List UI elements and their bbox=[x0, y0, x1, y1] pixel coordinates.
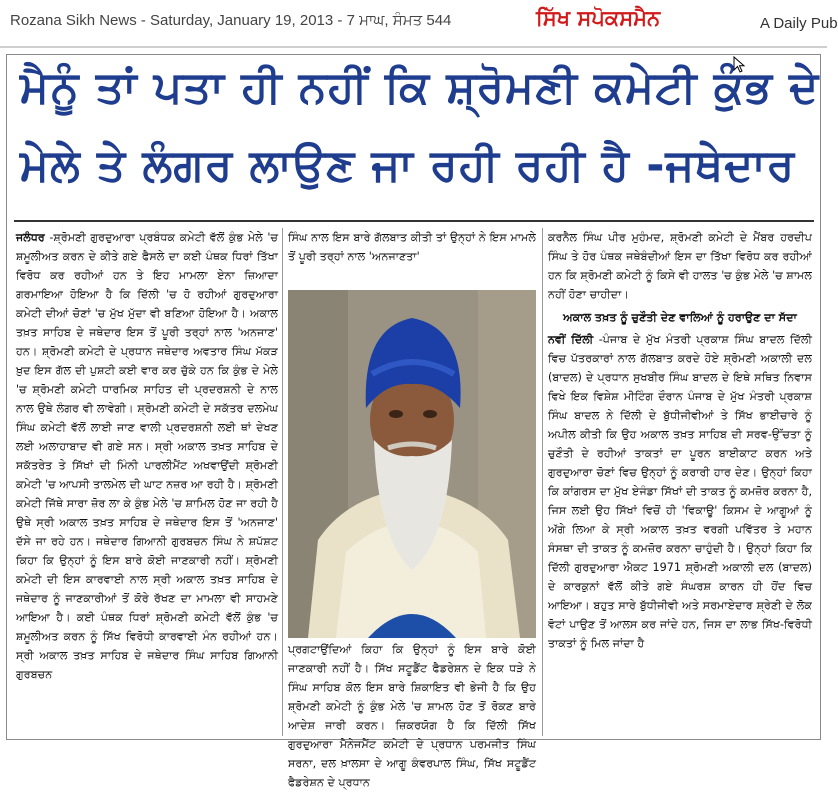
column-1-text: -ਸ਼੍ਰੋਮਣੀ ਗੁਰਦੁਆਰਾ ਪ੍ਰਬੰਧਕ ਕਮੇਟੀ ਵੱਲੋਂ ਕੁੰਭ ਮੇਲੇ 'ਚ ਸ਼ਮੂਲੀਅਤ ਕਰਨ ਦੇ ਕੀਤੇ ਗਏ ਫੈਸਲੇ ਦਾ ਕਈ ਪੰਥਕ ਧਿਰਾਂ ਤਿੱਖਾ ਵਿਰੋਧ ਕਰ ਰਹੀਆਂ ਹਨ ਤੇ ਇਹ ਮਾਮਲਾ ਏਨਾ ਜ਼ਿਆਦਾ ਗਰਮਾਇਆ ਹੋਇਆ ਹੈ ਕਿ ਦਿੱਲੀ 'ਚ ਹੋ ਰਹੀਆਂ ਗੁਰਦੁਆਰਾ ਕਮੇਟੀ ਦੀਆਂ ਚੋਣਾਂ 'ਚ ਮੁੱਖ ਮੁੱਦਾ ਵੀ ਬਣਿਆ ਹੋਇਆ ਹੈ। ਅਕਾਲ ਤਖ਼ਤ ਸਾਹਿਬ ਦੇ ਜਥੇਦਾਰ ਇਸ ਤੋਂ ਪੂਰੀ ਤਰ੍ਹਾਂ ਨਾਲ 'ਅਨਜਾਣ' ਹਨ। ਸ਼੍ਰੋਮਣੀ ਕਮੇਟੀ ਦੇ ਪ੍ਰਧਾਨ ਜਥੇਦਾਰ ਅਵਤਾਰ ਸਿੰਘ ਮੱਕੜ ਖ਼ੁਦ ਇਸ ਗੱਲ ਦੀ ਪੁਸ਼ਟੀ ਕਈ ਵਾਰ ਕਰ ਚੁੱਕੇ ਹਨ ਕਿ ਕੁੰਭ ਦੇ ਮੇਲੇ 'ਚ ਸ਼੍ਰੋਮਣੀ ਕਮੇਟੀ ਧਾਰਮਿਕ ਸਾਹਿਤ ਦੀ ਪ੍ਰਦਰਸ਼ਨੀ ਦੇ ਨਾਲ ਨਾਲ ਉਥੇ ਲੰਗਰ ਵੀ ਲਾਵੇਗੀ। ਸ਼੍ਰੋਮਣੀ ਕਮੇਟੀ ਦੇ ਸਕੱਤਰ ਦਲਮੇਘ ਸਿੰਘ ਕਮੇਟੀ ਵੱਲੋਂ ਲਾਈ ਜਾਣ ਵਾਲੀ ਪ੍ਰਦਰਸ਼ਨੀ ਲਈ ਥਾਂ ਦੇਖਣ ਲਈ ਅਲਾਹਾਬਾਦ ਵੀ ਗਏ ਸਨ। ਸ੍ਰੀ ਅਕਾਲ ਤਖ਼ਤ ਸਾਹਿਬ ਦੇ ਸਕੱਤਰੇਤ ਤੇ ਸਿੱਖਾਂ ਦੀ ਮਿੰਨੀ ਪਾਰਲੀਮੈਂਟ ਅਖਵਾਉਂਦੀ ਸ਼੍ਰੋਮਣੀ ਕਮੇਟੀ 'ਚ ਆਪਸੀ ਤਾਲਮੇਲ ਦੀ ਘਾਟ ਨਜ਼ਰ ਆ ਰਹੀ ਹੈ। ਸ਼੍ਰੋਮਣੀ ਕਮੇਟੀ ਜਿੱਥੇ ਸਾਰਾ ਜ਼ੋਰ ਲਾ ਕੇ ਕੁੰਭ ਮੇਲੇ 'ਚ ਸ਼ਾਮਿਲ ਹੋਣ ਜਾ ਰਹੀ ਹੈ ਉਥੇ ਸ੍ਰੀ ਅਕਾਲ ਤਖ਼ਤ ਸਾਹਿਬ ਦੇ ਜਥੇਦਾਰ ਇਸ ਤੋਂ 'ਅਨਜਾਣ' ਦੱਸੇ ਜਾ ਰਹੇ ਹਨ। ਜਥੇਦਾਰ ਗਿਆਨੀ ਗੁਰਬਚਨ ਸਿੰਘ ਨੇ ਸ਼ਪੱਸ਼ਟ ਕਿਹਾ ਕਿ ਉਨ੍ਹਾਂ ਨੂੰ ਇਸ ਬਾਰੇ ਕੋਈ ਜਾਣਕਾਰੀ ਨਹੀਂ। ਸ਼੍ਰੋਮਣੀ ਕਮੇਟੀ ਦੀ ਇਸ ਕਾਰਵਾਈ ਨਾਲ ਸ੍ਰੀ ਅਕਾਲ ਤਖ਼ਤ ਸਾਹਿਬ ਦੇ ਜਥੇਦਾਰ ਨੂੰ ਜਾਣਕਾਰੀਆਂ ਤੋਂ ਕੋਰੇ ਰੱਖਣ ਦਾ ਮਾਮਲਾ ਵੀ ਸਾਹਮਣੇ ਆਇਆ ਹੈ। ਕਈ ਪੰਥਕ ਧਿਰਾਂ ਸ਼੍ਰੋਮਣੀ ਕਮੇਟੀ ਵੱਲੋਂ ਕੁੰਭ 'ਚ ਸ਼ਮੂਲੀਅਤ ਕਰਨ ਨੂੰ ਸਿੱਖ ਵਿਰੋਧੀ ਕਾਰਵਾਈ ਮੰਨ ਰਹੀਆਂ ਹਨ। ਸ੍ਰੀ ਅਕਾਲ ਤਖ਼ਤ ਸਾਹਿਬ ਦੇ ਜਥੇਦਾਰ ਸਿੰਘ ਸਾਹਿਬ ਗਿਆਨੀ ਗੁਰਬਚਨ bbox=[16, 231, 278, 681]
article-column-2-top: ਸਿੰਘ ਨਾਲ ਇਸ ਬਾਰੇ ਗੱਲਬਾਤ ਕੀਤੀ ਤਾਂ ਉਨ੍ਹਾਂ ਨੇ ਇਸ ਮਾਮਲੇ ਤੋਂ ਪੂਰੀ ਤਰ੍ਹਾਂ ਨਾਲ 'ਅਨਜਾਣਤਾ' bbox=[288, 231, 536, 263]
column-3-top-text: ਕਰਨੈਲ ਸਿੰਘ ਪੀਰ ਮੁਹੰਮਦ, ਸ਼੍ਰੋਮਣੀ ਕਮੇਟੀ ਦੇ ਮੈਂਬਰ ਹਰਦੀਪ ਸਿੰਘ ਤੇ ਹੋਰ ਪੰਥਕ ਜਥੇਬੰਦੀਆਂ ਇਸ ਦਾ ਤਿੱਖਾ ਵਿਰੋਧ ਕਰ ਰਹੀਆਂ ਹਨ ਕਿ ਸ਼੍ਰੋਮਣੀ ਕਮੇਟੀ ਨੂੰ ਕਿਸੇ ਵੀ ਹਾਲਤ 'ਚ ਕੁੰਭ ਮੇਲੇ 'ਚ ਸ਼ਾਮਲ ਨਹੀਂ ਹੋਣਾ ਚਾਹੀਦਾ। bbox=[548, 231, 812, 301]
column-divider bbox=[542, 228, 543, 736]
masthead-date-line: Rozana Sikh News - Saturday, January 19, 2013 - 7 ਮਾਘ, ਸੰਮਤ 544 bbox=[10, 12, 452, 29]
article-column-3 bbox=[548, 228, 812, 736]
dateline: ਜਲੰਧਰ bbox=[16, 231, 45, 244]
column-3-subheading: ਅਕਾਲ ਤਖ਼ਤ ਨੂੰ ਚੁਣੌਤੀ ਦੇਣ ਵਾਲਿਆਂ ਨੂੰ ਹਰਾਉਣ ਦਾ ਸੱਦਾ bbox=[563, 311, 797, 324]
headline-line-2: ਮੇਲੇ ਤੇ ਲੰਗਰ ਲਾਉਣ ਜਾ ਰਹੀ ਰਹੀ ਹੈ -ਜਥੇਦਾਰ bbox=[20, 140, 796, 191]
headline-line-1: ਮੈਨੂੰ ਤਾਂ ਪਤਾ ਹੀ ਨਹੀਂ ਕਿ ਸ਼੍ਰੋਮਣੀ ਕਮੇਟੀ ਕੁੰਭ ਦੇ bbox=[20, 62, 820, 113]
masthead-bar bbox=[0, 0, 838, 48]
newspaper-name: ਸਿੱਖ ਸਪੋਕਸਮੈਨ bbox=[536, 6, 661, 30]
column-3-body bbox=[548, 330, 812, 653]
headline-rule bbox=[14, 220, 814, 222]
article-photo bbox=[288, 290, 536, 638]
column-3-dateline: ਨਵੀਂ ਦਿੱਲੀ bbox=[548, 333, 594, 346]
column-3-body-text: -ਪੰਜਾਬ ਦੇ ਮੁੱਖ ਮੰਤਰੀ ਪ੍ਰਕਾਸ਼ ਸਿੰਘ ਬਾਦਲ ਦਿੱਲੀ ਵਿਚ ਪੱਤਰਕਾਰਾਂ ਨਾਲ ਗੱਲਬਾਤ ਕਰਦੇ ਹੋਏ ਸ਼੍ਰੋਮਣੀ ਅਕਾਲੀ ਦਲ (ਬਾਦਲ) ਦੇ ਪ੍ਰਧਾਨ ਸੁਖਬੀਰ ਸਿੰਘ ਬਾਦਲ ਦੇ ਇਥੇ ਸਥਿਤ ਨਿਵਾਸ ਵਿਖੇ ਇਕ ਵਿਸ਼ੇਸ਼ ਮੀਟਿੰਗ ਦੌਰਾਨ ਪੰਜਾਬ ਦੇ ਮੁੱਖ ਮੰਤਰੀ ਪ੍ਰਕਾਸ਼ ਸਿੰਘ ਬਾਦਲ ਨੇ ਦਿੱਲੀ ਦੇ ਬੁੱਧੀਜੀਵੀਆਂ ਤੇ ਸਿੱਖ ਭਾਈਚਾਰੇ ਨੂੰ ਅਪੀਲ ਕੀਤੀ ਕਿ ਉਹ ਅਕਾਲ ਤਖ਼ਤ ਸਾਹਿਬ ਦੀ ਸਰਵ-ਉੱਚਤਾ ਨੂੰ ਚੁਣੌਤੀ ਦੇ ਰਹੀਆਂ ਤਾਕਤਾਂ ਦਾ ਪੂਰਨ ਬਾਈਕਾਟ ਕਰਨ ਅਤੇ ਗੁਰਦੁਆਰਾ ਚੋਣਾਂ ਵਿਚ ਉਨ੍ਹਾਂ ਨੂੰ ਕਰਾਰੀ ਹਾਰ ਦੇਣ। ਉਨ੍ਹਾਂ ਕਿਹਾ ਕਿ ਕਾਂਗਰਸ ਦਾ ਮੁੱਖ ਏਜੰਡਾ ਸਿੱਖਾਂ ਦੀ ਤਾਕਤ ਨੂੰ ਕਮਜ਼ੋਰ ਕਰਨਾ ਹੈ, ਜਿਸ ਲਈ ਉਹ ਸਿੱਖਾਂ ਵਿਚੋਂ ਹੀ 'ਵਿਕਾਊ' ਕਿਸਮ ਦੇ ਆਗੂਆਂ ਨੂੰ ਅੱਗੇ ਲਿਆ ਕੇ ਸ੍ਰੀ ਅਕਾਲ ਤਖ਼ਤ ਵਰਗੀ ਪਵਿੱਤਰ ਤੇ ਮਹਾਨ ਸੰਸਥਾ ਦੀ ਤਾਕਤ ਨੂੰ ਕਮਜ਼ੋਰ ਕਰਨਾ ਚਾਹੁੰਦੀ ਹੈ। ਉਨ੍ਹਾਂ ਕਿਹਾ ਕਿ ਦਿੱਲੀ ਗੁਰਦੁਆਰਾ ਐਕਟ 1971 ਸ਼੍ਰੋਮਣੀ ਅਕਾਲੀ ਦਲ (ਬਾਦਲ) ਦੇ ਕਾਰਕੁਨਾਂ ਵੱਲੋਂ ਕੀਤੇ ਗਏ ਸੰਘਰਸ਼ ਕਾਰਨ ਹੀ ਹੋਂਦ ਵਿਚ ਆਇਆ। ਬਹੁਤ ਸਾਰੇ ਬੁੱਧੀਜੀਵੀ ਅਤੇ ਸਰਮਾਏਦਾਰ ਸ਼੍ਰੇਣੀ ਦੇ ਲੋਕ ਵੋਟਾਂ ਪਾਉਣ ਤੋਂ ਆਲਸ ਕਰ ਜਾਂਦੇ ਹਨ, ਜਿਸ ਦਾ ਲਾਭ ਸਿੱਖ-ਵਿਰੋਧੀ ਤਾਕਤਾਂ ਨੂੰ ਮਿਲ ਜਾਂਦਾ ਹੈ bbox=[548, 333, 812, 650]
article-column-1 bbox=[16, 228, 278, 736]
portrait-photo-illustration bbox=[288, 290, 536, 638]
article-column-2-bottom: ਪ੍ਰਗਟਾਉਂਦਿਆਂ ਕਿਹਾ ਕਿ ਉਨ੍ਹਾਂ ਨੂੰ ਇਸ ਬਾਰੇ ਕੋਈ ਜਾਣਕਾਰੀ ਨਹੀਂ ਹੈ। ਸਿੱਖ ਸਟੂਡੈਂਟ ਫੈਡਰੇਸ਼ਨ ਦੇ ਇਕ ਧੜੇ ਨੇ ਸਿੰਘ ਸਾਹਿਬ ਕੋਲ ਇਸ ਬਾਰੇ ਸ਼ਿਕਾਇਤ ਵੀ ਭੇਜੀ ਹੈ ਕਿ ਉਹ ਸ਼੍ਰੋਮਣੀ ਕਮੇਟੀ ਨੂੰ ਕੁੰਭ ਮੇਲੇ 'ਚ ਸ਼ਾਮਲ ਹੋਣ ਤੋਂ ਰੋਕਣ ਬਾਰੇ ਆਦੇਸ਼ ਜਾਰੀ ਕਰਨ। ਜ਼ਿਕਰਯੋਗ ਹੈ ਕਿ ਦਿੱਲੀ ਸਿੱਖ ਗੁਰਦੁਆਰਾ ਮੈਨੇਜਮੈਂਟ ਕਮੇਟੀ ਦੇ ਪ੍ਰਧਾਨ ਪਰਮਜੀਤ ਸਿੰਘ ਸਰਨਾ, ਦਲ ਖ਼ਾਲਸਾ ਦੇ ਆਗੂ ਕੰਵਰਪਾਲ ਸਿੰਘ, ਸਿੱਖ ਸਟੂਡੈਂਟ ਫੈਡਰੇਸ਼ਨ ਦੇ ਪ੍ਰਧਾਨ bbox=[288, 643, 536, 789]
masthead-tagline: A Daily Pub bbox=[760, 15, 838, 32]
column-divider bbox=[282, 228, 283, 736]
